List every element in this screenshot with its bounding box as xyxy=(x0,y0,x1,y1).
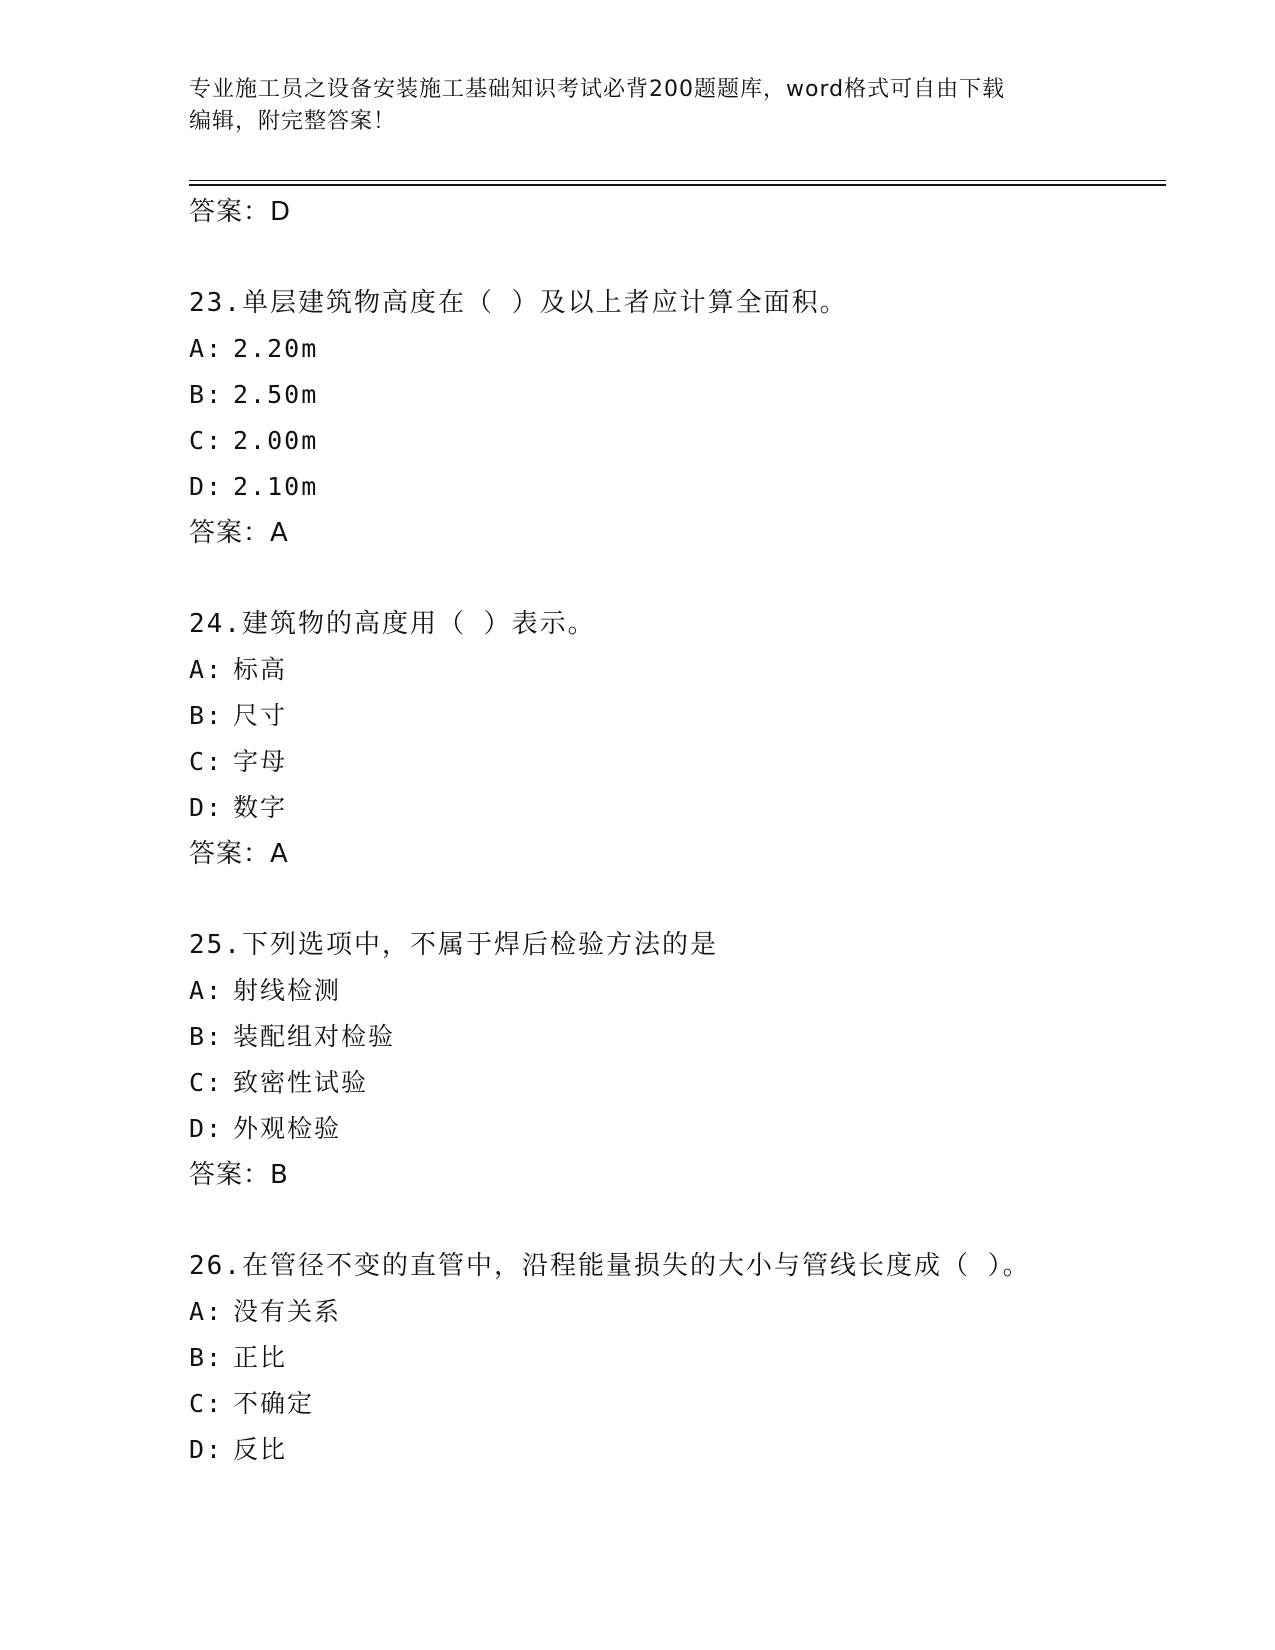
question-stem: 24.建筑物的高度用（ ）表示。 xyxy=(189,609,596,639)
question-23 xyxy=(189,285,1166,551)
question-24 xyxy=(189,606,1166,872)
question-stem: 26.在管径不变的直管中，沿程能量损失的大小与管线长度成（ ）。 xyxy=(189,1251,1031,1281)
option-d: D: 外观检验 xyxy=(189,1114,342,1143)
header-divider-thin xyxy=(189,180,1166,181)
option-b: B: 尺寸 xyxy=(189,701,288,730)
question-stem: 25.下列选项中，不属于焊后检验方法的是 xyxy=(189,930,718,960)
option-b: B: 2.50m xyxy=(189,380,319,409)
option-b: B: 正比 xyxy=(189,1343,288,1372)
question-stem: 23.单层建筑物高度在（ ）及以上者应计算全面积。 xyxy=(189,288,848,318)
document-body xyxy=(189,194,1166,1478)
option-d: D: 2.10m xyxy=(189,472,319,501)
header-line-2: 编辑，附完整答案！ xyxy=(189,109,397,134)
option-a: A: 没有关系 xyxy=(189,1297,342,1326)
option-a: A: 2.20m xyxy=(189,334,319,363)
option-a: A: 标高 xyxy=(189,655,288,684)
option-d: D: 反比 xyxy=(189,1435,288,1464)
answer: 答案：B xyxy=(189,1160,289,1190)
option-c: C: 不确定 xyxy=(189,1389,315,1418)
answer-previous: 答案：D xyxy=(189,197,292,227)
header-line-1: 专业施工员之设备安装施工基础知识考试必背200题题库，word格式可自由下载 xyxy=(189,77,1006,102)
answer: 答案：A xyxy=(189,839,289,869)
question-26 xyxy=(189,1248,1166,1478)
answer: 答案：A xyxy=(189,518,289,548)
option-c: C: 字母 xyxy=(189,747,288,776)
option-a: A: 射线检测 xyxy=(189,976,342,1005)
header-divider-thick xyxy=(189,184,1166,186)
option-c: C: 致密性试验 xyxy=(189,1068,369,1097)
question-25 xyxy=(189,927,1166,1193)
document-header xyxy=(189,74,1069,138)
option-b: B: 装配组对检验 xyxy=(189,1022,396,1051)
option-d: D: 数字 xyxy=(189,793,288,822)
option-c: C: 2.00m xyxy=(189,426,319,455)
